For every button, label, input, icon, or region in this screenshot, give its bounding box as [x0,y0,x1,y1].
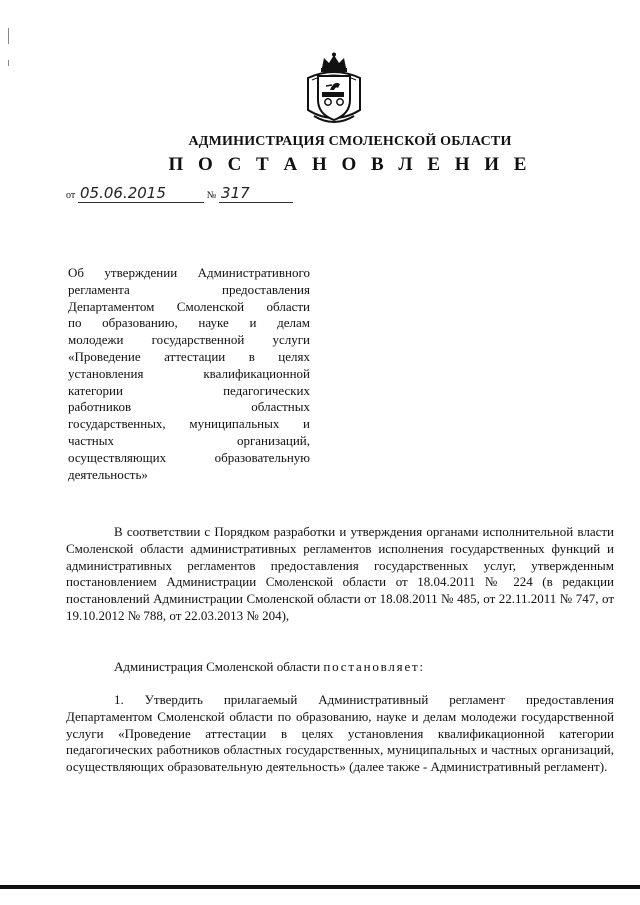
title-line: деятельность» [68,466,148,482]
title-line: молодежи государственной услуги [68,332,310,348]
title-line: установления квалификационной [68,365,310,381]
item-1-paragraph: 1. Утвердить прилагаемый Административный регламент предоставления Департаментом Смоленской области по образованию, науке и делам молодежи государственной услуги «Проведение аттестации в целях установления квалификационной категории педагогических работников областных государственных, муниципальных и частных организаций, осуществляющих образовательную деятельность» (далее также - Административный регламент). [66,692,614,775]
organization-title: АДМИНИСТРАЦИЯ СМОЛЕНСКОЙ ОБЛАСТИ [188,134,512,149]
date-number-line [66,184,293,203]
title-line: осуществляющих образовательную [68,449,310,465]
document-subject-title [68,265,310,483]
title-line: Об утверждении Административного [68,265,310,280]
title-line: Департаментом Смоленской области [68,298,310,314]
number-value: 317 [219,184,293,203]
title-line: работников областных [68,399,310,415]
title-line: по образованию, науке и делам [68,315,310,331]
document-type-heading: П О С Т А Н О В Л Е Н И Е [168,154,532,175]
title-line: «Проведение аттестации в целях [68,348,310,364]
page-bottom-edge [0,885,640,889]
preamble-paragraph: В соответствии с Порядком разработки и утверждения органами исполнительной власти Смоленской области административных регламентов исполнения государственных функций и административных регламентов предоставления государственных услуг, утвержденным постановлением Администрации Смоленской области от 18.04.2011 № 224 (в редакции постановлений Администрации Смоленской области от 18.08.2011 № 485, от 22.11.2011 № 747, от 19.10.2012 № 788, от 22.03.2013 № 204), [66,524,614,623]
title-line: категории педагогических [68,382,310,398]
title-line: регламента предоставления [68,281,310,297]
title-line: частных организаций, [68,432,310,448]
date-value: 05.06.2015 [78,184,204,203]
title-line: государственных, муниципальных и [68,416,310,432]
coat-of-arms-emblem [304,52,364,128]
resolution-paragraph [66,659,614,676]
date-prefix: от [66,190,76,201]
resolution-verb: постановляет: [323,659,425,674]
number-prefix: № [206,190,217,201]
resolution-lead: Администрация Смоленской области [114,659,321,674]
